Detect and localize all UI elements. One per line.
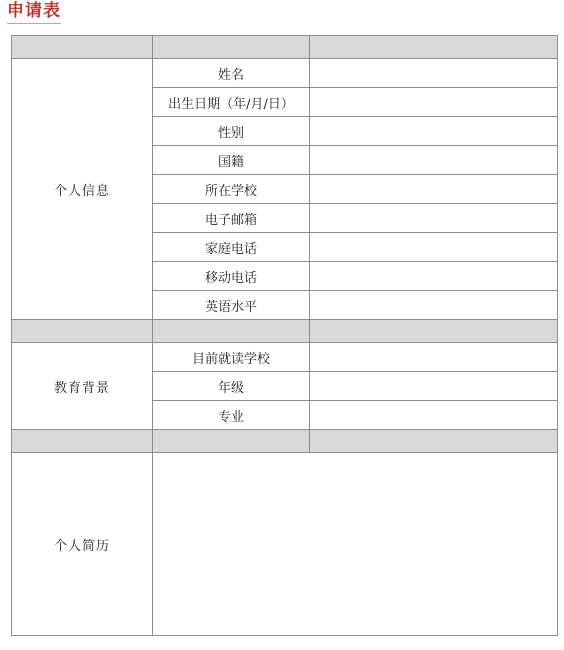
separator-cell [310,320,558,343]
email-input-cell[interactable] [310,204,558,233]
application-form-table [11,35,558,636]
birthdate-input-cell[interactable] [310,88,558,117]
field-label-email: 电子邮箱 [153,204,310,233]
field-label-grade: 年级 [153,372,310,401]
separator-cell [310,430,558,453]
field-label-major: 专业 [153,401,310,430]
major-input-cell[interactable] [310,401,558,430]
separator-cell [12,430,153,453]
mobile-phone-input-cell[interactable] [310,262,558,291]
form-row-resume [12,453,558,636]
field-label-nationality: 国籍 [153,146,310,175]
separator-row [12,320,558,343]
section-label-resume: 个人简历 [12,453,153,636]
separator-cell [310,36,558,59]
field-label-english-level: 英语水平 [153,291,310,320]
separator-cell [12,320,153,343]
separator-cell [153,36,310,59]
gender-input-cell[interactable] [310,117,558,146]
field-label-name: 姓名 [153,59,310,88]
field-label-mobile-phone: 移动电话 [153,262,310,291]
separator-cell [12,36,153,59]
separator-row [12,430,558,453]
form-row-name [12,59,558,88]
separator-cell [153,430,310,453]
name-input-cell[interactable] [310,59,558,88]
field-label-birthdate: 出生日期（年/月/日） [153,88,310,117]
nationality-input-cell[interactable] [310,146,558,175]
home-phone-input-cell[interactable] [310,233,558,262]
field-label-current-school: 目前就读学校 [153,343,310,372]
current-school-input-cell[interactable] [310,343,558,372]
field-label-school: 所在学校 [153,175,310,204]
form-row-current-school [12,343,558,372]
resume-input-area[interactable] [153,453,558,636]
separator-cell [153,320,310,343]
school-input-cell[interactable] [310,175,558,204]
english-level-input-cell[interactable] [310,291,558,320]
grade-input-cell[interactable] [310,372,558,401]
form-title: 申请表 [7,0,61,24]
section-label-personal-info: 个人信息 [12,59,153,320]
section-label-education: 教育背景 [12,343,153,430]
field-label-gender: 性别 [153,117,310,146]
field-label-home-phone: 家庭电话 [153,233,310,262]
separator-row [12,36,558,59]
